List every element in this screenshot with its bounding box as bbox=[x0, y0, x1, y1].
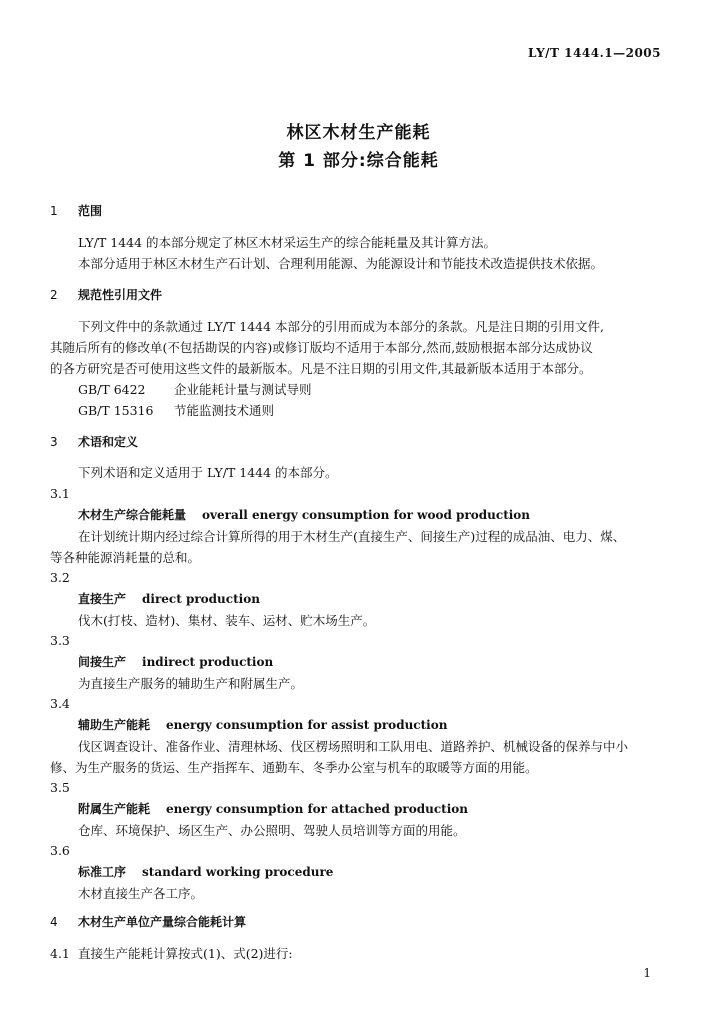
page-number: 1 bbox=[643, 966, 651, 980]
term-english: direct production bbox=[142, 592, 260, 606]
subsection-4-1 bbox=[50, 944, 293, 962]
section-1-paragraph-2: 本部分适用于林区木材生产石计划、合理利用能源、为能源设计和节能技术改造提供技术依据。 bbox=[78, 256, 604, 271]
standard-number: LY/T 1444.1—2005 bbox=[527, 46, 661, 60]
term-heading bbox=[78, 800, 468, 817]
section-1-paragraph-1: LY/T 1444 的本部分规定了林区木材采运生产的综合能耗量及其计算方法。 bbox=[78, 235, 497, 250]
section-3-intro: 下列术语和定义适用于 LY/T 1444 的本部分。 bbox=[78, 465, 338, 480]
term-chinese: 辅助生产能耗 bbox=[78, 718, 151, 732]
section-1-title: 范围 bbox=[78, 204, 103, 218]
term-definition: 仓库、环境保护、场区生产、办公照明、驾驶人员培训等方面的用能。 bbox=[78, 823, 466, 838]
term-heading bbox=[78, 590, 260, 607]
term-english: indirect production bbox=[142, 655, 274, 669]
term-number: 3.5 bbox=[50, 780, 70, 795]
section-1-number: 1 bbox=[50, 204, 58, 218]
term-definition: 在计划统计期内经过综合计算所得的用于木材生产(直接生产、间接生产)过程的成品油、电力、煤、 bbox=[78, 529, 626, 544]
term-definition-continued: 等各种能源消耗量的总和。 bbox=[50, 550, 201, 565]
term-definition: 木材直接生产各工序。 bbox=[78, 886, 204, 901]
document-subtitle: 第 1 部分:综合能耗 bbox=[278, 151, 439, 171]
section-3-heading bbox=[50, 433, 138, 450]
normative-reference bbox=[78, 401, 274, 419]
term-heading bbox=[78, 863, 333, 880]
term-english: energy consumption for attached production bbox=[166, 802, 468, 816]
term-definition-continued: 修、为生产服务的货运、生产指挥车、通勤车、冬季办公室与机车的取暖等方面的用能。 bbox=[50, 760, 538, 775]
term-english: overall energy consumption for wood production bbox=[202, 508, 531, 522]
term-heading bbox=[78, 653, 273, 670]
section-2-title: 规范性引用文件 bbox=[78, 288, 163, 302]
term-definition: 伐木(打枝、造材)、集材、装车、运材、贮木场生产。 bbox=[78, 613, 376, 628]
term-chinese: 附属生产能耗 bbox=[78, 802, 151, 816]
term-number: 3.2 bbox=[50, 570, 70, 585]
document-title: 林区木材生产能耗 bbox=[286, 123, 431, 143]
section-1-heading bbox=[50, 202, 102, 219]
section-4-heading bbox=[50, 913, 246, 930]
term-number: 3.6 bbox=[50, 843, 70, 858]
reference-code: GB/T 6422 bbox=[78, 382, 146, 397]
subsection-4-1-number: 4.1 bbox=[50, 946, 70, 961]
term-heading bbox=[78, 716, 447, 733]
term-definition: 为直接生产服务的辅助生产和附属生产。 bbox=[78, 676, 304, 691]
reference-code: GB/T 15316 bbox=[78, 403, 154, 418]
section-2-number: 2 bbox=[50, 288, 58, 302]
term-number: 3.3 bbox=[50, 633, 70, 648]
section-4-title: 木材生产单位产量综合能耗计算 bbox=[78, 915, 247, 929]
section-4-number: 4 bbox=[50, 915, 58, 929]
term-english: energy consumption for assist production bbox=[166, 718, 448, 732]
reference-title: 节能监测技术通则 bbox=[174, 403, 275, 418]
subsection-4-1-text: 直接生产能耗计算按式(1)、式(2)进行: bbox=[78, 946, 293, 961]
reference-title: 企业能耗计量与测试导则 bbox=[174, 382, 312, 397]
term-chinese: 直接生产 bbox=[78, 592, 127, 606]
section-2-heading bbox=[50, 286, 162, 303]
term-english: standard working procedure bbox=[142, 865, 334, 879]
term-chinese: 标准工序 bbox=[78, 865, 127, 879]
term-heading bbox=[78, 506, 530, 523]
term-number: 3.1 bbox=[50, 486, 70, 501]
term-definition: 伐区调查设计、准备作业、清理林场、伐区楞场照明和工队用电、道路养护、机械设备的保养与中小 bbox=[78, 739, 629, 754]
normative-reference bbox=[78, 380, 312, 398]
term-chinese: 木材生产综合能耗量 bbox=[78, 508, 187, 522]
term-number: 3.4 bbox=[50, 696, 70, 711]
section-3-number: 3 bbox=[50, 435, 58, 449]
section-2-paragraph-line-3: 的各方研究是否可使用这些文件的最新版本。凡是不注日期的引用文件,其最新版本适用于本部分。 bbox=[50, 361, 592, 376]
section-3-title: 术语和定义 bbox=[78, 435, 139, 449]
term-chinese: 间接生产 bbox=[78, 655, 127, 669]
section-2-paragraph-line-2: 其随后所有的修改单(不包括勘误的内容)或修订版均不适用于本部分,然而,鼓励根据本部分达成协议 bbox=[50, 340, 593, 355]
section-2-paragraph-line-1: 下列文件中的条款通过 LY/T 1444 本部分的引用而成为本部分的条款。凡是注日期的引用文件, bbox=[78, 319, 605, 334]
